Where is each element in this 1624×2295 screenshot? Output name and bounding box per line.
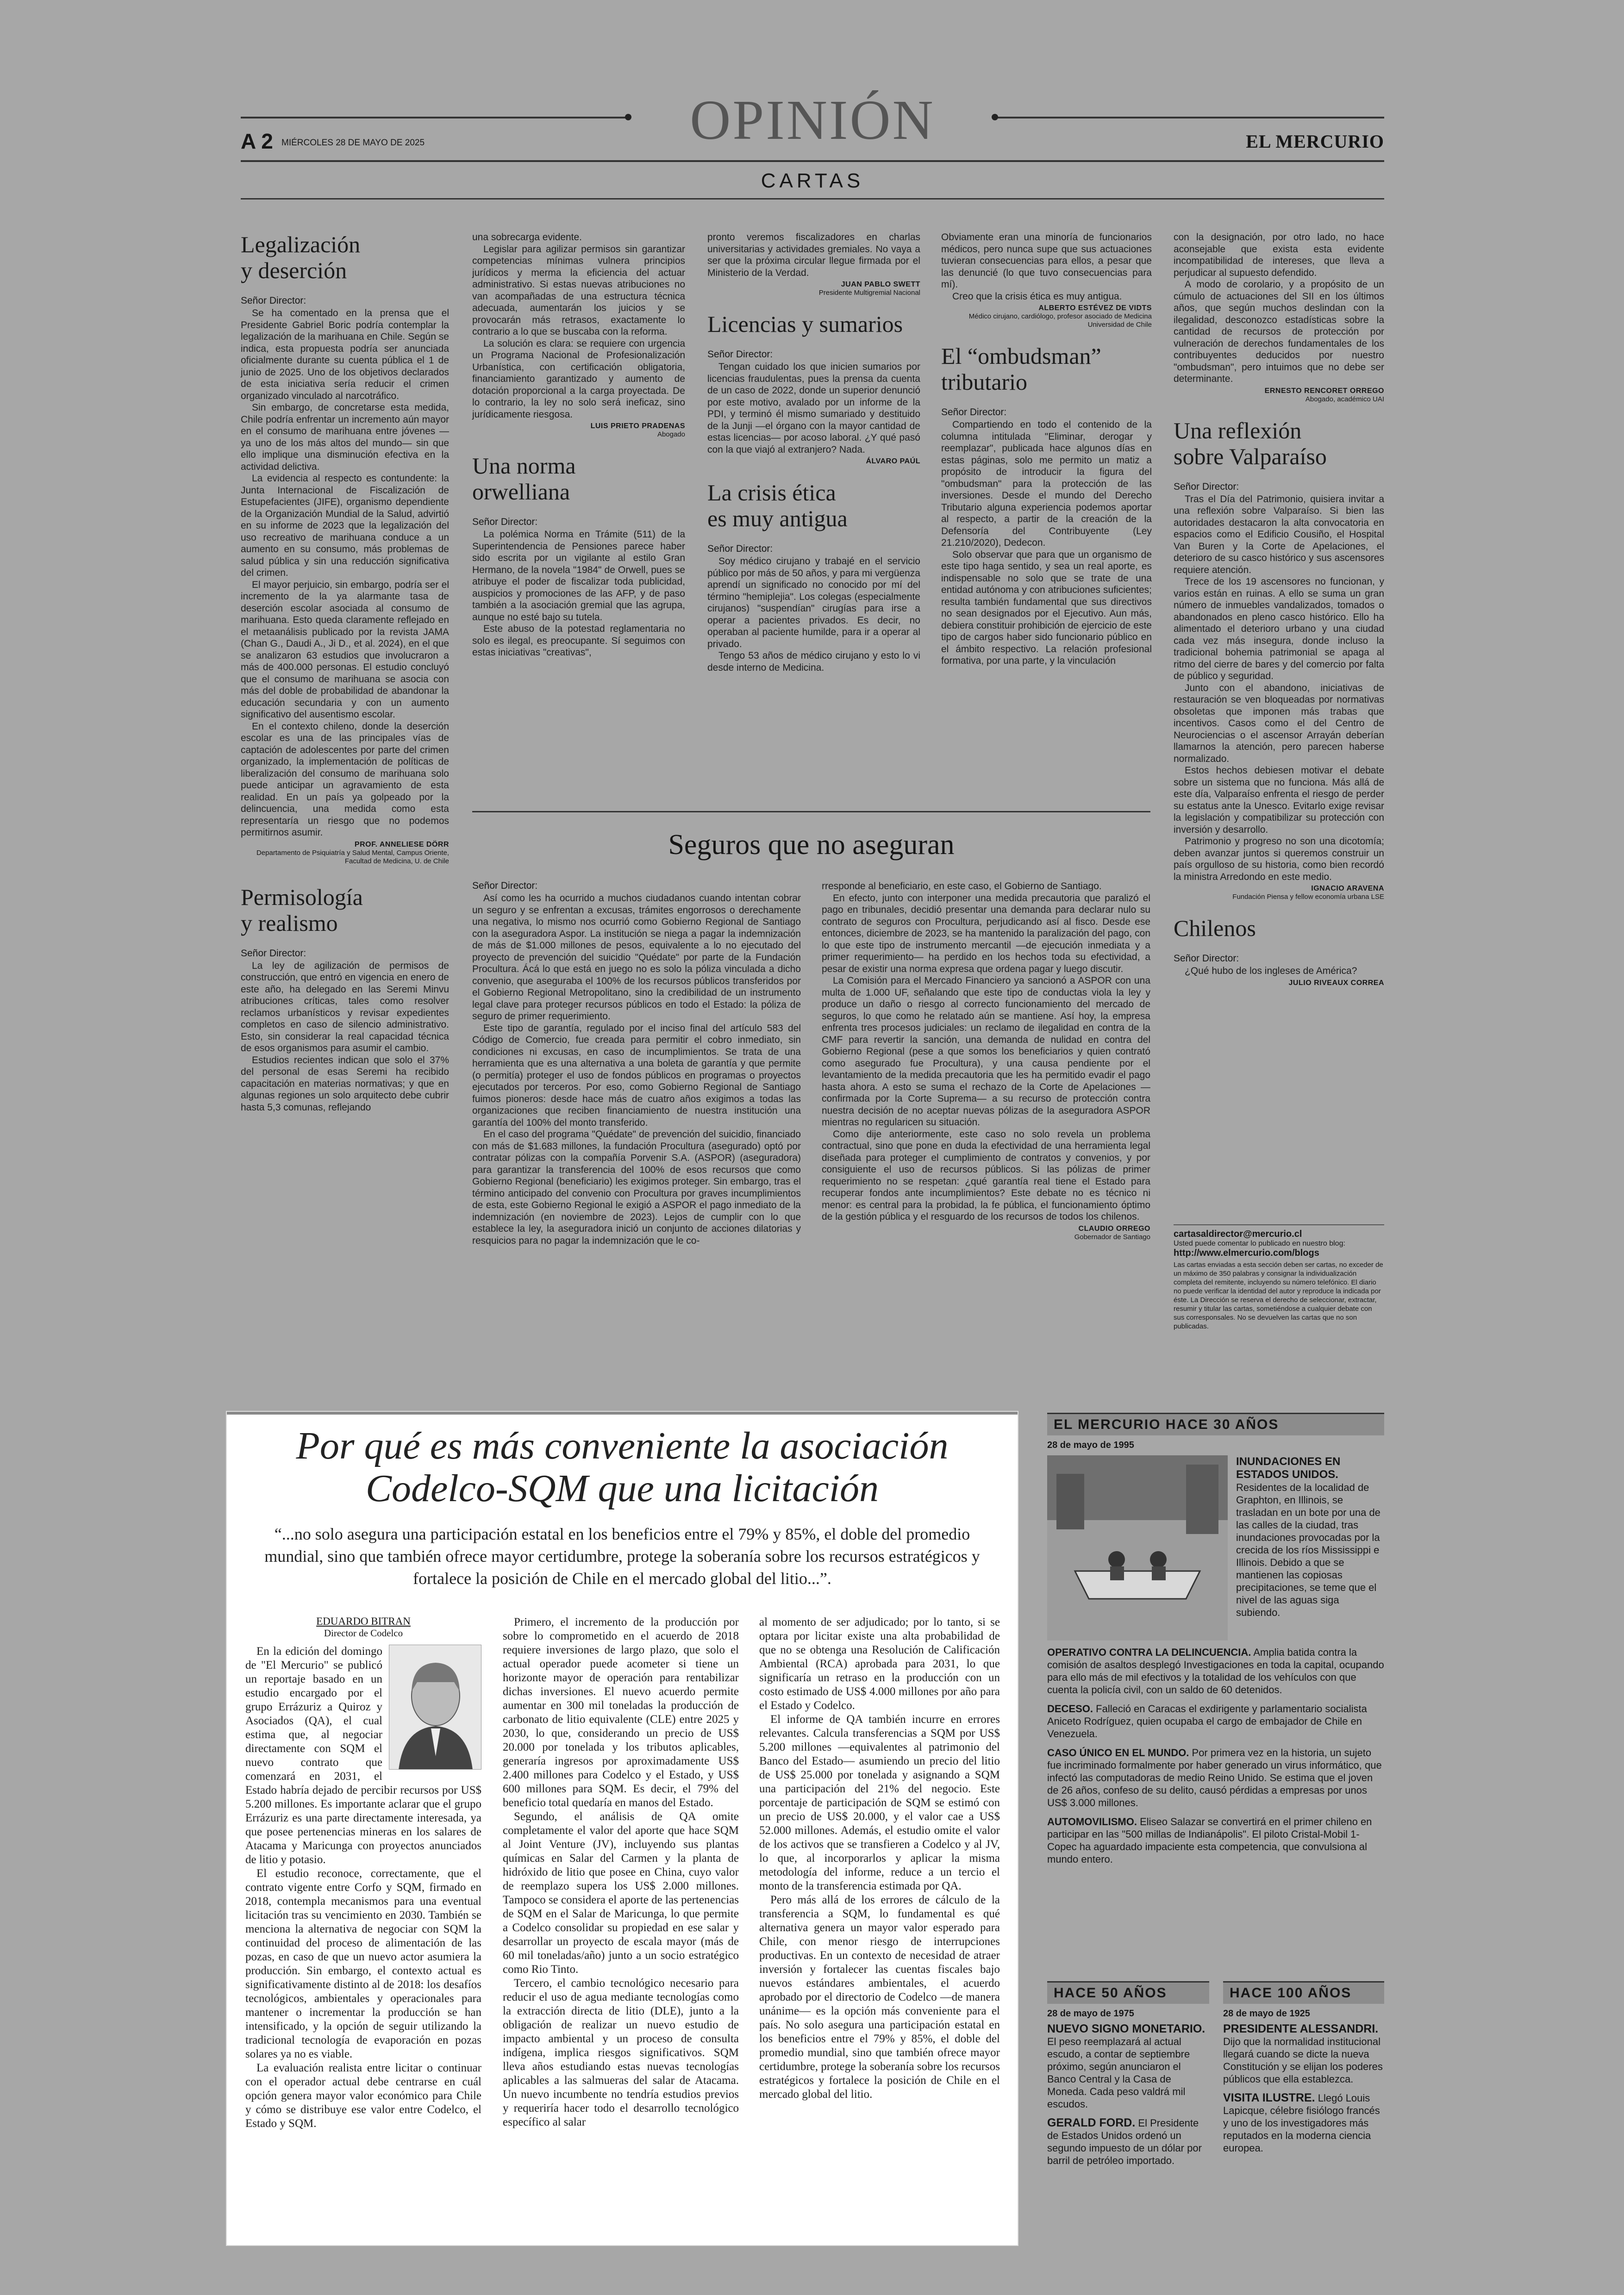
article-author-role: Director de Codelco (324, 1628, 403, 1639)
author-photo (389, 1645, 481, 1770)
letter-title: Una norma orwelliana (472, 453, 576, 505)
letter-paragraph: Tengan cuidado los que inicien sumarios por licencias fraudulentas, pues la prensa da cuenta de un caso de 2022, donde un superior denunció por este motivo, avalado por un informe de la PDI, y terminó él mismo sumariado y destituido de la Junji —el órgano con la mayor cantidad de estas licencias— por acoso laboral. ¿Y qué pasó con la que viajó al extranjero? Nada. (707, 362, 920, 455)
contact-email-note: Usted puede comentar lo publicado en nuestro blog: (1174, 1240, 1345, 1247)
featured-letter-col-1 (472, 880, 801, 1247)
hace-30-item-text: Falleció en Caracas el exdirigente y parlamentario socialista Aniceto Rodríguez, quien ocupaba el cargo de embajador de Chile en Venezuela. (1047, 1703, 1367, 1740)
header-rule-full (241, 160, 1384, 162)
letter-paragraph: Se ha comentado en la prensa que el Presidente Gabriel Boric podría contemplar la legalización de la marihuana en Chile. Según se indica, esta propuesta podría ser anunciada oficialmente durante su cuenta pública el 1 de junio de 2025. Uno de los objetivos declarados de esta iniciativa sería reducir el crimen organizado vinculado al narcotráfico. (241, 308, 449, 401)
letter-salutation: Señor Director: (941, 407, 1007, 418)
contact-notice: Las cartas enviadas a esta sección deben ser cartas, no exceder de un máximo de 350 palabras y consignar la individualización completa del remitente, incluyendo su número telefónico. El diario no puede verificar la identidad del autor y reproduce la indicada por éste. La Dirección se reserva el derecho de seleccionar, extractar, resumir y titular las cartas, sometiéndose a cualquier debate con sus corresponsales. No se devuelven las cartas que no son publicadas. (1174, 1261, 1383, 1330)
article-col-2 (503, 1615, 739, 2129)
hace-100-label: HACE 100 AÑOS (1230, 1985, 1352, 2001)
section-title: OPINIÓN (690, 89, 935, 151)
hace-50-item-head: NUEVO SIGNO MONETARIO. (1047, 2022, 1206, 2035)
letter-paragraph: Trece de los 19 ascensores no funcionan, y varios están en ruinas. A ello se suma un gran número de inmuebles vandalizados, tomados o abandonados en pleno casco histórico. Ello ha alimentado el deterioro urbano y una ciudad cada vez más insegura, donde incluso la tradicional bohemia patrimonial se apaga al ritmo del cierre de bares y del comercio por falta de público y seguridad. (1174, 576, 1384, 681)
article-paragraph: La evaluación realista entre licitar o continuar con el operador actual debe centrarse en cuál opción genera mayor valor económico para Chile y cómo se distribuye ese valor entre Codelco, el Estado y SQM. (245, 2062, 481, 2130)
letters-column-3 (707, 231, 920, 674)
letter-author: JULIO RIVEAUX CORREA (1288, 979, 1384, 987)
hace-100-item (1223, 2023, 1384, 2085)
article-col-1 (245, 1615, 481, 2131)
letter-paragraph: La Comisión para el Mercado Financiero ya sancionó a ASPOR con una multa de 1.000 UF, señalando que este tipo de conductas viola la ley y produce un daño o riesgo al correcto funcionamiento del mercado de seguros, lo que como he relatado aún se mantiene. Así hoy, la empresa enfrenta tres procesos judiciales: un reclamo de ilegalidad en contra de la CMF para revertir la sanción, una demanda de nulidad en contra del Gobierno Regional (pese a que somos los beneficiarios y quien contrató como asegurado fue Procultura), y una causa pendiente por el levantamiento de la medida precautoria que les ha permitido evadir el pago hasta ahora. A esto se suma el rechazo de la Corte de Apelaciones —confirmada por la Corte Suprema— a su recurso de protección contra nuestra decisión de no aceptar nuevas pólizas de la aseguradora ASPOR mientras no regularicen su situación. (822, 975, 1150, 1128)
letter-paragraph: Obviamente eran una minoría de funcionarios médicos, pero nunca supe que sus actuaciones tuvieran consecuencias para ellos, a pesar que las denuncié (lo que tuvo consecuencias para mí). (941, 232, 1152, 290)
article-paragraph: El informe de QA también incurre en errores relevantes. Calcula transferencias a SQM por US$ 5.200 millones —equivalentes al patrimonio del Banco del Estado— asumiendo un precio del litio de US$ 25.000 por tonelada y asignando a SQM una participación del 21% del negocio. Este porcentaje de participación de SQM se estimó con un precio de US$ 20.000, y el valor cae a US$ 52.000 millones. Además, el estudio omite el valor de los activos que se transfieren a Codelco y al JV, lo que, al incorporarlos y aplicar la misma metodología del informe, reduce a un tercio el monto de la transferencia estimada por QA. (759, 1713, 1000, 1892)
letter-paragraph: Tengo 53 años de médico cirujano y esto lo vi desde interno de Medicina. (707, 650, 920, 673)
hace-30-item-text: Amplia batida contra la comisión de asaltos desplegó Investigaciones en toda la capital, ocupando para ello más de mil efectivos y la totalidad de los vehículos con que cuenta la policía civil, con un saldo de 60 detenidos. (1047, 1646, 1384, 1696)
letter-paragraph: rresponde al beneficiario, en este caso, el Gobierno de Santiago. (822, 881, 1102, 892)
letter-paragraph: Este tipo de garantía, regulado por el inciso final del artículo 583 del Código de Comercio, fue creada para permitir el cobro inmediato, sin condiciones ni excusas, en caso de incumplimientos. Se trata de una herramienta que es una alternativa a una boleta de garantía y que permite (o permitía) proteger el uso de fondos públicos en programas o proyectos ejecutados por terceros. Por eso, como Gobierno Regional de Santiago fuimos pioneros: desde hace más de cuatro años exigimos a todas las organizaciones que reciben financiamiento de nuestra institución una garantía del 100% del monto transferido. (472, 1023, 801, 1128)
author-photo-icon (389, 1645, 481, 1770)
letter-body (1174, 965, 1384, 977)
hace-30-item-text: Por primera vez en la historia, un sujeto fue incriminado formalmente por haber generado un virus informático, que infectó las computadoras de medio Reino Unido. Se estima que el joven de 26 años, confeso de su delito, causó pérdidas a empresas por unos US$ 3.000 millones. (1047, 1747, 1382, 1809)
article-paragraph: Segundo, el análisis de QA omite completamente el valor del aporte que hace SQM al Joint Venture (JV), incluyendo sus plantas químicas en Salar del Carmen y la planta de hidróxido de litio que posee en China, cuyo valor de reemplazo supera los US$ 2.000 millones. Tampoco se considera el aporte de las pertenencias de SQM en el Salar de Maricunga, lo que permite a Codelco consolidar su propiedad en ese salar y desarrollar un proyecto de escala mayor (más de 60 mil toneladas/año) junto a un socio estratégico como Rio Tinto. (503, 1810, 739, 1976)
letter-author: ERNESTO RENCORET ORREGO (1264, 387, 1384, 395)
letter-author: CLAUDIO ORREGO (1078, 1224, 1150, 1233)
letter-salutation: Señor Director: (472, 880, 538, 891)
hace-100-item (1223, 2092, 1384, 2154)
letter-author: ÁLVARO PAÚL (866, 457, 920, 465)
hace-50-date: 28 de mayo de 1975 (1047, 2008, 1134, 2019)
hace-30-main-title: INUNDACIONES EN ESTADOS UNIDOS. (1236, 1455, 1341, 1481)
hace-30-item (1047, 1746, 1384, 1809)
letter-paragraph: Creo que la crisis ética es muy antigua. (952, 291, 1122, 302)
article-col-3 (759, 1615, 1000, 2102)
flood-photo (1047, 1455, 1228, 1640)
letter-salutation: Señor Director: (472, 517, 538, 527)
letter-author: PROF. ANNELIESE DÖRR (354, 840, 449, 848)
featured-letter-rule (472, 811, 1150, 812)
article-paragraph: Tercero, el cambio tecnológico necesario para reducir el uso de agua mediante tecnologías como la extracción directa de litio (DLE), junto a la obligación de realizar un nuevo estudio de impacto ambiental y un proceso de consulta indígena, implica riesgos significativos. SQM lleva años estudiando estas nuevas tecnologías aplicables a las salmueras del salar de Atacama. Un nuevo incumbente no tendría estudios previos y requeriría hacer todo el desarrollo tecnológico específico al salar (503, 1977, 739, 2128)
header-dot-left (625, 114, 631, 120)
hace-100-item-head: VISITA ILUSTRE. (1223, 2091, 1315, 2104)
letter-paragraph: una sobrecarga evidente. (472, 232, 582, 243)
letter-body (241, 960, 449, 1114)
letter-body (472, 892, 801, 1247)
letter-title: Licencias y sumarios (707, 311, 903, 337)
letter-paragraph: En efecto, junto con interponer una medida precautoria que paralizó el pago en tribunales, decidió presentar una demanda para declarar nulo su contrato de seguros con Procultura, perjudicando así al fisco. Desde ese entonces, diciembre de 2023, se ha mantenido la paralización del pago, con lo que este tipo de instrumento mercantil —de ejecución inmediata y a primer requerimiento— ha perdido en los hechos toda su efectividad, a pesar de existir una norma expresa que ordena pagar y luego discutir. (822, 892, 1150, 974)
hace-30-item (1047, 1815, 1384, 1865)
letter-body (1174, 493, 1384, 883)
letter-body (241, 307, 449, 839)
letter-paragraph: Solo observar que para que un organismo de este tipo haga sentido, y sea un real aporte, es indispensable no solo que se trate de una entidad autónoma y con atribuciones suficientes; resulta también fundamental que sus directivos no sean designados por el Ejecutivo. Aun más, debiera constituir prohibición de ejercicio de este tipo de cargos haber sido funcionario público en el ámbito respectivo. La relación profesional formativa, por una parte, y la vinculación (941, 549, 1152, 666)
letter-body (941, 419, 1152, 667)
hace-100-header (1223, 1981, 1384, 2004)
hace-50-item (1047, 2117, 1209, 2167)
letter-author-role: Fundación Piensa y fellow economía urbana LSE (1232, 893, 1384, 901)
hace-50-anos (1047, 1981, 1209, 2167)
letter-paragraph: En el contexto chileno, donde la deserción escolar es una de las principales vías de captación de adolescentes por parte del crimen organizado, la implementación de políticas de liberalización del consumo de marihuana solo puede anticipar un agravamiento de esta realidad. En un país ya golpeado por la delincuencia, una medida como esta representaría un riesgo que no podemos permitirnos asumir. (241, 721, 449, 838)
letter-title: La crisis ética es muy antigua (707, 480, 848, 531)
article-paragraph: al momento de ser adjudicado; por lo tanto, si se optara por licitar existe una alta probabilidad de que no se obtenga una Resolución de Calificación Ambiental (RCA) aprobada para 2031, lo que significaría un retraso en la producción con un costo estimado de US$ 4.000 millones por año para el Estado y Codelco. (759, 1616, 1000, 1712)
letter-body (472, 529, 685, 659)
flood-photo-image (1047, 1455, 1228, 1640)
letter-author: LUIS PRIETO PRADENAS (590, 422, 685, 430)
article-author: EDUARDO BITRAN (316, 1615, 411, 1627)
letter-paragraph: La ley de agilización de permisos de construcción, que entró en vigencia en enero de este año, ha delegado en las Seremi Minvu atribuciones críticas, tales como resolver reclamos urbanísticos y revisar expedientes completos en caso de silencio administrativo. Esto, sin considerar la real capacidad técnica de esos organismos para asumir el cambio. (241, 960, 449, 1054)
page-number: A 2 (241, 129, 273, 153)
featured-letter-col-2 (822, 880, 1150, 1241)
header-dot-right (992, 114, 998, 120)
letter-body-continued (1174, 231, 1384, 385)
hace-50-item-head: GERALD FORD. (1047, 2116, 1136, 2129)
letter-paragraph: ¿Qué hubo de los ingleses de América? (1185, 966, 1357, 976)
article-top-rule (227, 1412, 1018, 1415)
hace-100-anos (1223, 1981, 1384, 2154)
featured-letter (472, 811, 1150, 1376)
hace-30-label: EL MERCURIO HACE 30 AÑOS (1054, 1417, 1279, 1432)
letter-paragraph: El mayor perjuicio, sin embargo, podría ser el incremento de la ya alarmante tasa de deserción escolar asociada al consumo de marihuana. Esto queda claramente reflejado en el metaanálisis publicado por la revista JAMA (Chan G., Daudi A., Ji D., et al. 2024), en el que se analizaron 63 estudios que involucraron a más de 400.000 personas. El estudio concluyó que el consumo de marihuana se asocia con más del doble de probabilidad de abandonar la educación secundaria y con un aumento significativo del ausentismo escolar. (241, 579, 449, 720)
letter-author-role: Médico cirujano, cardiólogo, profesor asociado de Medicina Universidad de Chile (968, 312, 1152, 329)
letter-author-role: Abogado, académico UAI (1305, 395, 1384, 403)
masthead: EL MERCURIO (1246, 131, 1384, 152)
hace-50-item (1047, 2023, 1209, 2110)
article-paragraph: En la edición del domingo de "El Mercurio" se publicó un reportaje basado en un estudio encargado por el grupo Errázuriz a Quiroz y Asociados (QA), el cual estima que, al negociar directamente con SQM el nuevo contrato que comenzará en 2031, el Estado habría dejado de percibir recursos por US$ 5.200 millones. Es importante aclarar que el grupo Errázuriz es una parte directamente interesada, ya que posee pertenencias mineras en los salares de Atacama y Maricunga con proyectos anunciados de litio y potasio. (245, 1645, 481, 1866)
letter-author-role: Departamento de Psiquiatría y Salud Mental, Campus Oriente, Facultad de Medicina, U. de Chile (256, 848, 449, 865)
hace-50-header (1047, 1981, 1209, 2004)
header-rule-right (995, 117, 1384, 118)
letter-paragraph: La solución es clara: se requiere con urgencia un Programa Nacional de Profesionalización Urbanística, con certificación obligatoria, financiamiento garantizado y aumento de dotación proporcional a la carga proyectada. De lo contrario, la ley no solo será ineficaz, sino jurídicamente riesgosa. (472, 338, 685, 420)
article-title: Por qué es más conveniente la asociación Codelco-SQM que una licitación (296, 1424, 949, 1510)
letter-author-role: Gobernador de Santiago (1074, 1233, 1150, 1241)
letter-paragraph: Tras el Día del Patrimonio, quisiera invitar a una reflexión sobre Valparaíso. Si bien las autoridades destacaron la alta convocatoria en espacios como el Edificio Cousiño, el Hospital Van Buren y la Corte de Apelaciones, el deterioro de su casco histórico y sus ascensores requiere atención. (1174, 493, 1384, 575)
letter-title: Chilenos (1174, 915, 1256, 941)
hace-30-item-head: AUTOMOVILISMO. (1047, 1816, 1137, 1827)
letter-paragraph: Soy médico cirujano y trabajé en el servicio público por más de 50 años, y para mi vergüenza aprendí un significado no conocido por mí del término "hemiplejia". Los colegas (especialmente cirujanos) "suspendían" cirugías para irse a operar a pacientes privados. Es decir, no operaban al paciente humilde, para ir a operar al privado. (707, 556, 920, 649)
letter-author: JUAN PABLO SWETT (841, 281, 920, 288)
hace-30-item-head: OPERATIVO CONTRA LA DELINCUENCIA. (1047, 1646, 1251, 1658)
letter-paragraph: Este abuso de la potestad reglamentaria no solo es ilegal, es preocupante. Sí seguimos con estas iniciativas "creativas", (472, 624, 685, 658)
letter-paragraph: A modo de corolario, y a propósito de un cúmulo de actuaciones del SII en los últimos años, que según muchos deslindan con la ilegalidad, desconozco estadísticas sobre la cantidad de recursos de protección por vulneración de derechos fundamentales de los contribuyentes deducidos por nuestro "ombudsman", pero intuimos que no debe ser determinante. (1174, 279, 1384, 384)
letter-title: Una reflexión sobre Valparaíso (1174, 417, 1327, 469)
hace-100-item-text: Llegó Louis Lapicque, célebre fisiólogo francés y uno de los investigadores más reputados en la moderna ciencia europea. (1223, 2092, 1380, 2154)
featured-letter-title: Seguros que no aseguran (668, 829, 955, 861)
hace-50-label: HACE 50 AÑOS (1054, 1985, 1167, 2001)
letters-column-2 (472, 231, 685, 659)
letter-title: Legalización y deserción (241, 231, 361, 283)
letter-author: ALBERTO ESTÉVEZ DE VIDTS (1038, 304, 1152, 312)
letter-paragraph: Legislar para agilizar permisos sin garantizar competencias mínimas vulnera principios jurídicos y merma la eficiencia del actuar administrativo. Si estas nuevas atribuciones no van acompañadas de una estructura técnica adecuada, aumentarán los juicios y se provocarán más retrasos, exactamente lo contrario a lo que se buscaba con la reforma. (472, 243, 685, 337)
letter-paragraph: Como dije anteriormente, este caso no solo revela un problema contractual, sino que pone en duda la efectividad de una herramienta legal diseñada para proteger el cumplimiento de contratos y convenios, y por consiguiente el uso de recursos públicos. Si las pólizas de primer requerimiento no se respetan: ¿qué garantía real tiene el Estado para recuperar fondos ante incumplimientos? Este debate no es técnico ni menor: es central para la probidad, la fe pública, el funcionamiento óptimo de la gestión pública y el resguardo de los recursos de todos los chilenos. (822, 1129, 1150, 1222)
issue-date: MIÉRCOLES 28 DE MAYO DE 2025 (281, 138, 425, 148)
letter-author: IGNACIO ARAVENA (1311, 885, 1384, 892)
letter-body-continued (941, 231, 1152, 302)
hace-30-anos (1047, 1413, 1384, 1872)
letter-body-continued (707, 231, 920, 279)
letter-paragraph: Compartiendo en todo el contenido de la columna intitulada "Eliminar, derogar y reemplazar", publicada hace algunos días en estas páginas, solo me permito un matiz a propósito de introducir la figura del "ombudsman" para la protección de las inversiones. Desde el mundo del Derecho Tributario alguna experiencia podemos aportar al respecto, a partir de la creación de la Defensoría del Contribuyente (Ley 21.210/2020), Dedecon. (941, 419, 1152, 548)
letter-salutation: Señor Director: (707, 349, 773, 360)
page-header (241, 89, 1384, 204)
letter-paragraph: La evidencia al respecto es contundente: la Junta Internacional de Fiscalización de Estupefacientes (JIFE), organismo dependiente de la Organización Mundial de la Salud, advirtió en su informe de 2023 que la legalización del uso recreativo de marihuana conduce a un aumento en su consumo, más problemas de salud pública y sin una reducción significativa del crimen. (241, 473, 449, 578)
hace-30-item (1047, 1703, 1384, 1740)
letter-body (707, 361, 920, 455)
hace-30-item-head: DECESO. (1047, 1703, 1093, 1715)
hace-100-date: 28 de mayo de 1925 (1223, 2008, 1310, 2019)
letter-paragraph: con la designación, por otro lado, no hace aconsejable que exista esta evidente incompatibilidad de intereses, que lleva a perjudicar al supuesto defendido. (1174, 232, 1384, 278)
contact-box (1174, 1224, 1384, 1331)
letter-salutation: Señor Director: (241, 948, 306, 959)
letter-title: El “ombudsman” tributario (941, 343, 1101, 395)
letter-paragraph: Así como les ha ocurrido a muchos ciudadanos cuando intentan cobrar un seguro y se enfrentan a excusas, trámites engorrosos o derechamente una negativa, lo mismo nos ocurrió como Gobierno Regional de Santiago con la aseguradora Aspor. La institución se niega a pagar la indemnización de más de $1.000 millones de pesos, equivalente a lo no ejecutado del proyecto de prevención del suicidio "Quédate" por parte de la Fundación Procultura. Ácá lo que está en juego no es solo la póliza vinculada a dicho convenio, que aseguraba el 100% de los recursos públicos transferidos por el Gobierno Regional Metropolitano, sino la credibilidad de un instrumento legal clave para proteger recursos públicos en todo el Estado: la póliza de seguro de primer requerimiento. (472, 893, 801, 1022)
letter-paragraph: Sin embargo, de concretarse esta medida, Chile podría enfrentar un incremento aún mayor en el consumo de marihuana entre jóvenes —ya uno de los más altos del mundo— sin que ello implique una disminución efectiva en la actividad delictiva. (241, 402, 449, 472)
letter-paragraph: La polémica Norma en Trámite (511) de la Superintendencia de Pensiones parece haber sido escrita por un vigilante al estilo Gran Hermano, de la novela "1984" de Orwell, pues se atribuye el poder de fiscalizar toda publicidad, auspicios y promociones de las AFP, y de paso también a la asociación gremial que las agrupa, aunque no esté bajo su tutela. (472, 529, 685, 623)
opinion-article (227, 1412, 1018, 2245)
letter-paragraph: En el caso del programa "Quédate" de prevención del suicidio, financiado con más de $1.683 millones, la fundación Procultura (asegurado) optó por contratar pólizas con la compañía Porvenir S.A. (ASPOR) (aseguradora) para garantizar la transferencia del 100% de esos recursos que como Gobierno Regional (beneficiario) les exigimos proteger. Sin embargo, tras el término anticipado del convenio con Procultura por graves incumplimientos de esta, este Gobierno Regional le exigió a ASPOR el pago inmediato de la indemnización (en noviembre de 2023). Lejos de cumplir con lo que establece la ley, la aseguradora inició un conjunto de acciones dilatorias y resquicios para no pagar la indemnización que le co- (472, 1129, 801, 1246)
hace-30-date: 28 de mayo de 1995 (1047, 1440, 1134, 1450)
subsection-title: CARTAS (761, 169, 864, 192)
letters-column-4 (941, 231, 1152, 667)
hace-50-item-text: El peso reemplazará al actual escudo, a contar de septiembre próximo, según anunciaron el Banco Central y la Casa de Moneda. Cada peso valdrá mil escudos. (1047, 2036, 1190, 2110)
article-paragraph: Pero más allá de los errores de cálculo de la transferencia a SQM, lo fundamental es qué alternativa genera un mayor valor esperado para Chile, con menor riesgo de interrupciones productivas. En un contexto de necesidad de atraer inversión y fortalecer las cuentas fiscales bajo nuevos estándares ambientales, el acuerdo aprobado por el directorio de Codelco —de manera unánime— es la opción más conveniente para el país. No solo asegura una participación estatal en los beneficios entre el 79% y 85%, el doble del promedio mundial, sino que también ofrece mayor certidumbre, protege la soberanía sobre los recursos estratégicos y fortalece la posición de Chile en el mercado global del litio. (759, 1894, 1000, 2101)
hace-100-item-text: Dijo que la normalidad institucional llegará cuando se dicte la nueva Constitución y se elijan los poderes públicos que ella establezca. (1223, 2036, 1383, 2085)
hace-30-main-text: Residentes de la localidad de Graphton, en Illinois, se trasladan en un bote por una de las calles de la ciudad, tras inundaciones provocadas por la crecida de los ríos Mississippi e Illinois. Debido a que se mantienen las copiosas precipitaciones, se teme que el nivel de las aguas siga subiendo. (1236, 1482, 1380, 1618)
hace-30-item (1047, 1646, 1384, 1696)
letter-author-role: Abogado (657, 430, 685, 438)
hace-30-item-text: Eliseo Salazar se convertirá en el primer chileno en participar en las "500 millas de Indianápolis". El piloto Cristal-Mobil 1-Copec ha aguardado impaciente esta competencia, que convulsiona al mundo entero. (1047, 1816, 1372, 1865)
hace-100-item-head: PRESIDENTE ALESSANDRI. (1223, 2022, 1379, 2035)
contact-blog-link[interactable]: http://www.elmercurio.com/blogs (1174, 1248, 1319, 1258)
article-pull-quote: “...no solo asegura una participación estatal en los beneficios entre el 79% y 85%, el doble del promedio mundial, sino que también ofrece mayor certidumbre, protege la soberanía sobre los recursos estratégicos y fortalece la posición de Chile en el mercado global del litio...”. (264, 1525, 980, 1588)
contact-email[interactable]: cartasaldirector@mercurio.cl (1174, 1229, 1302, 1239)
letters-column-5 (1174, 231, 1384, 1330)
header-rule-bottom (241, 198, 1384, 200)
letter-salutation: Señor Director: (241, 295, 306, 306)
letter-title: Permisología y realismo (241, 884, 363, 936)
letter-body-continued (472, 231, 685, 420)
letter-author-role: Presidente Multigremial Nacional (818, 289, 920, 297)
letter-paragraph: Estudios recientes indican que solo el 37% del personal de esas Seremi ha recibido capacitación en materias normativas; y que en algunas regiones un solo arquitecto debe cubrir hasta 5,3 comunas, reflejando (241, 1054, 449, 1113)
letter-body (822, 880, 1150, 1223)
hace-50-item-text: El Presidente de Estados Unidos ordenó un segundo impuesto de un dólar por barril de petróleo importado. (1047, 2117, 1202, 2166)
hace-30-item-head: CASO ÚNICO EN EL MUNDO. (1047, 1747, 1189, 1759)
letters-column-1 (241, 231, 449, 1113)
letter-paragraph: Estos hechos debiesen motivar el debate sobre un sistema que no funciona. Más allá de este día, Valparaíso enfrenta el riesgo de perder su estatus ante la Unesco. Evitarlo exige revisar la legislación y compatibilizar su protección con inversión y desarrollo. (1174, 765, 1384, 835)
letter-body (707, 555, 920, 674)
letter-salutation: Señor Director: (1174, 481, 1239, 492)
letter-paragraph: Patrimonio y progreso no son una dicotomía; deben avanzar juntos si queremos construir un país orgulloso de su historia, como bien recordó la ministra Arredondo en este medio. (1174, 836, 1384, 882)
letter-paragraph: pronto veremos fiscalizadores en charlas universitarias y actividades gremiales. No vaya a ser que la próxima circular llegue firmada por el Ministerio de la Verdad. (707, 232, 920, 278)
hace-30-header (1047, 1413, 1384, 1435)
letter-salutation: Señor Director: (1174, 953, 1239, 964)
article-paragraph: El estudio reconoce, correctamente, que el contrato vigente entre Corfo y SQM, firmado en 2018, contempla mecanismos para una eventual licitación tras su vencimiento en 2030. También se menciona la alternativa de negociar con SQM la continuidad del proceso de alimentación de las pozas, en caso de que un nuevo actor asumiera la producción. Sin embargo, el contexto actual es significativamente distinto al de 2018: los desafíos tecnológicos, ambientales y operacionales para mantener o incrementar la producción se han intensificado, y la opción de seguir utilizando la tradicional tecnología de evaporación en pozas solares ya no es viable. (245, 1867, 481, 2060)
letter-salutation: Señor Director: (707, 543, 773, 554)
article-paragraph: Primero, el incremento de la producción por sobre lo comprometido en el acuerdo de 2018 requiere inversiones de largo plazo, que solo el actual operador puede acometer si tiene un horizonte mayor de operación para rentabilizar dichas inversiones. El nuevo acuerdo permite aumentar en 300 mil toneladas la producción de carbonato de litio equivalente (CLE) entre 2025 y 2030, lo que, considerando un precio de US$ 20.000 por tonelada y los tributos aplicables, generaría ingresos por aproximadamente US$ 2.400 millones para Codelco y el Estado, y US$ 600 millones para SQM. Es decir, el 79% del beneficio total quedaría en manos del Estado. (503, 1616, 739, 1809)
header-rule-left (241, 117, 630, 118)
letter-paragraph: Junto con el abandono, iniciativas de restauración se ven bloqueadas por normativas obsoletas que imponen más trabas que incentivos. Casos como el del Centro de Neurociencias o el ascensor Arrayán deberían llamarnos la atención, pero parecen haberse normalizado. (1174, 682, 1384, 764)
